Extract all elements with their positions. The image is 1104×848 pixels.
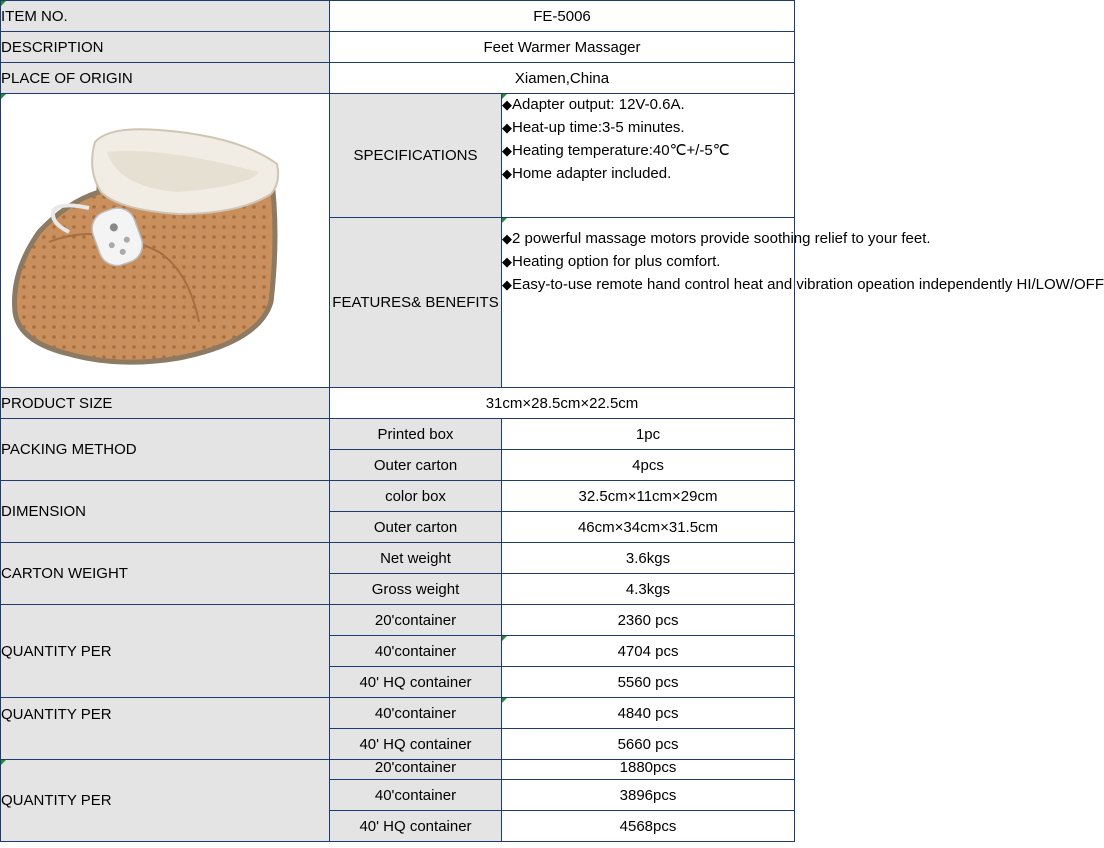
row-qty3-1 <box>1 760 795 780</box>
packing-value: 4pcs <box>502 450 795 481</box>
diamond-bullet-icon: ◆ <box>502 232 512 247</box>
qty1-value: 4704 pcs <box>502 636 795 667</box>
dimension-name: color box <box>330 481 502 512</box>
packing-name: Printed box <box>330 419 502 450</box>
features-label: FEATURES& BENEFITS <box>330 218 502 388</box>
origin-value: Xiamen,China <box>330 63 795 94</box>
qty3-name: 40'container <box>330 780 502 811</box>
diamond-bullet-icon: ◆ <box>502 121 512 136</box>
spec-item: ◆Home adapter included. <box>502 165 672 182</box>
packing-label: PACKING METHOD <box>1 419 330 481</box>
qty3-name: 40' HQ container <box>330 811 502 842</box>
qty1-value: 2360 pcs <box>502 605 795 636</box>
dimension-value: 46cm×34cm×31.5cm <box>502 512 795 543</box>
feature-item: ◆Heating option for plus comfort. <box>502 253 721 270</box>
row-product-size <box>1 388 795 419</box>
dimension-name: Outer carton <box>330 512 502 543</box>
product-size-label: PRODUCT SIZE <box>1 388 330 419</box>
qty1-name: 40'container <box>330 636 502 667</box>
foot-warmer-product-image <box>9 122 321 372</box>
feature-item: ◆2 powerful massage motors provide soothing relief to your feet. <box>502 230 931 247</box>
row-dimension-1 <box>1 481 795 512</box>
weight-name: Gross weight <box>330 574 502 605</box>
cell-marker-icon <box>502 94 507 99</box>
feature-item: ◆Easy-to-use remote hand control heat and vibration opeation independently HI/LOW/OFF <box>502 276 1104 293</box>
diamond-bullet-icon: ◆ <box>502 167 512 182</box>
diamond-bullet-icon: ◆ <box>502 278 512 293</box>
row-packing-1 <box>1 419 795 450</box>
row-qty1-1 <box>1 605 795 636</box>
item-no-value: FE-5006 <box>330 1 795 32</box>
qty1-name: 40' HQ container <box>330 667 502 698</box>
row-qty2-1 <box>1 698 795 729</box>
qty2-name: 40'container <box>330 698 502 729</box>
weight-name: Net weight <box>330 543 502 574</box>
product-image-cell <box>1 94 330 388</box>
qty2-label: QUANTITY PER <box>1 698 330 760</box>
dimension-value: 32.5cm×11cm×29cm <box>502 481 795 512</box>
row-specifications <box>1 94 795 218</box>
qty2-value: 5660 pcs <box>502 729 795 760</box>
row-item-no <box>1 1 795 32</box>
cell-marker-icon <box>502 218 507 223</box>
specifications-label: SPECIFICATIONS <box>330 94 502 218</box>
cell-marker-icon <box>502 698 507 703</box>
row-description <box>1 32 795 63</box>
weight-label: CARTON WEIGHT <box>1 543 330 605</box>
product-size-value: 31cm×28.5cm×22.5cm <box>330 388 795 419</box>
description-label: DESCRIPTION <box>1 32 330 63</box>
qty2-value: 4840 pcs <box>502 698 795 729</box>
spec-item: ◆Heat-up time:3-5 minutes. <box>502 119 685 136</box>
spec-item: ◆Heating temperature:40℃+/-5℃ <box>502 142 730 159</box>
diamond-bullet-icon: ◆ <box>502 144 512 159</box>
qty3-label: QUANTITY PER <box>1 760 330 842</box>
qty1-label: QUANTITY PER <box>1 605 330 698</box>
cell-marker-icon <box>1 94 6 99</box>
row-weight-1 <box>1 543 795 574</box>
packing-name: Outer carton <box>330 450 502 481</box>
weight-value: 3.6kgs <box>502 543 795 574</box>
qty2-name: 40' HQ container <box>330 729 502 760</box>
spec-item: ◆Adapter output: 12V-0.6A. <box>502 96 685 113</box>
qty1-value: 5560 pcs <box>502 667 795 698</box>
features-list <box>502 218 1104 388</box>
diamond-bullet-icon: ◆ <box>502 255 512 270</box>
qty3-value: 4568pcs <box>502 811 795 842</box>
qty3-value: 3896pcs <box>502 780 795 811</box>
item-no-label: ITEM NO. <box>1 1 330 32</box>
description-value: Feet Warmer Massager <box>330 32 795 63</box>
cell-marker-icon <box>1 760 6 765</box>
qty3-value: 1880pcs <box>502 760 795 780</box>
packing-value: 1pc <box>502 419 795 450</box>
cell-marker-icon <box>1 1 6 6</box>
specifications-list <box>502 94 795 218</box>
weight-value: 4.3kgs <box>502 574 795 605</box>
qty1-name: 20'container <box>330 605 502 636</box>
cell-marker-icon <box>502 636 507 641</box>
diamond-bullet-icon: ◆ <box>502 98 512 113</box>
qty3-name: 20'container <box>330 760 502 780</box>
row-origin <box>1 63 795 94</box>
dimension-label: DIMENSION <box>1 481 330 543</box>
origin-label: PLACE OF ORIGIN <box>1 63 330 94</box>
